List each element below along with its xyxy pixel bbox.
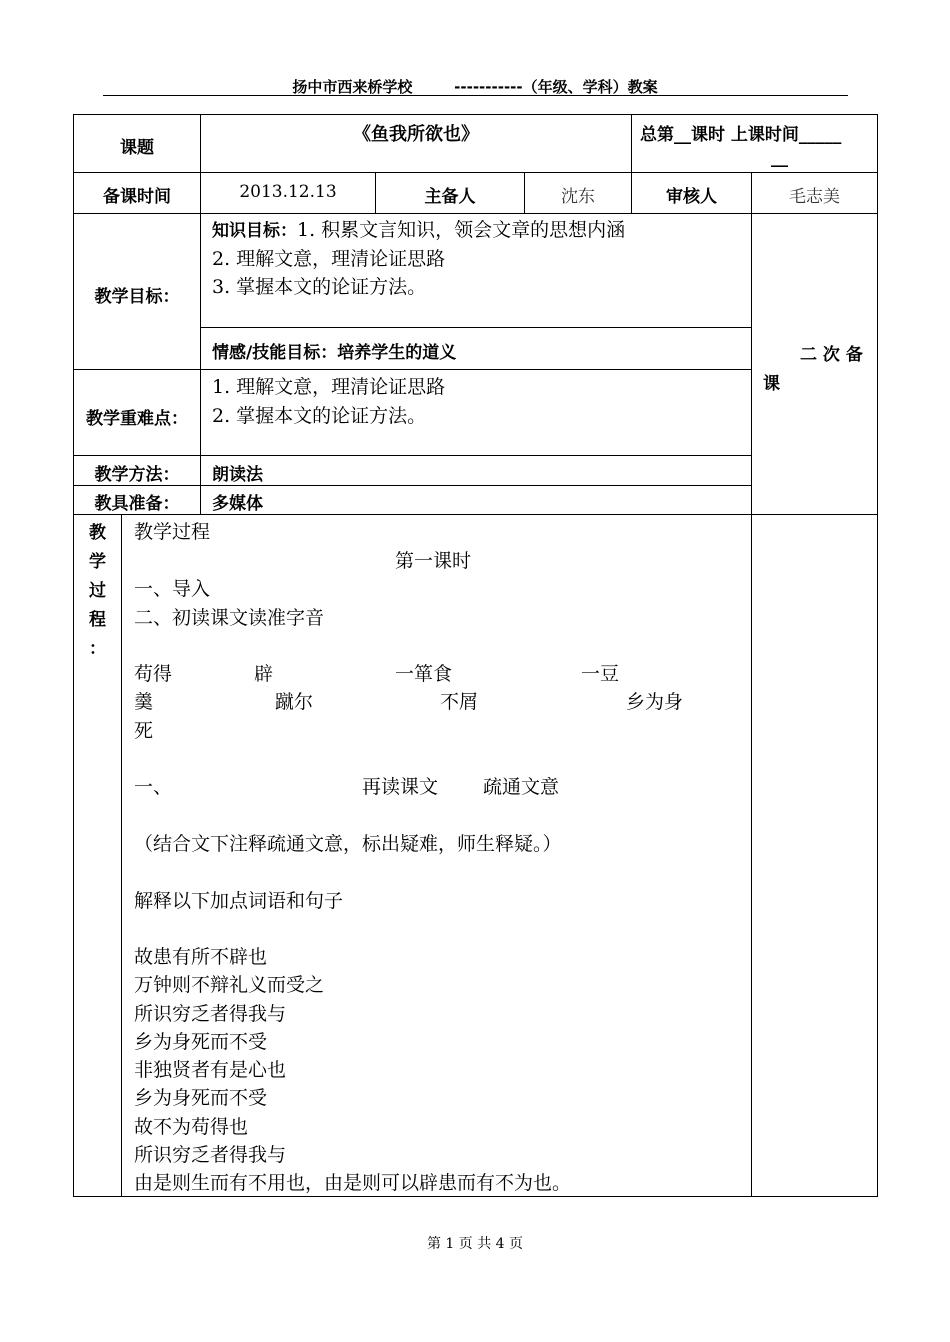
process-label-char: 教 [89,523,106,543]
sentence-list [134,943,571,1198]
process-label-char: 学 [89,552,106,572]
total-lessons: 总第__课时 上课时间_____ [640,125,842,145]
vocab-word: 死 [134,720,154,742]
reviewer-label: 审核人 [666,187,717,207]
sentence-item: 所识穷乏者得我与 [134,1144,287,1167]
sentence-item: 乡为身死而不受 [134,1087,268,1110]
step-reread-b: 疏通文意 [483,776,560,798]
process-label-char: ： [89,639,106,659]
method-value: 朗读法 [212,465,263,485]
goals-label: 教学目标： [94,287,180,307]
sentence-item: 故不为苟得也 [134,1115,249,1138]
header-rule [103,95,848,96]
tools-label: 教具准备： [94,494,180,514]
vocab-word: 乡为身 [626,691,684,713]
vocab-word: 苟得 [134,663,173,685]
knowledge-goal-1 [212,215,625,242]
second-prep-label-2: 课 [763,374,780,394]
sentence-item: 由是则生而有不用也，由是则可以辟患而有不为也。 [134,1172,572,1195]
lesson-title: 第一课时 [395,550,472,572]
topic-label: 课题 [120,138,154,158]
knowledge-goal-1-text: 1. 积累文言知识，领会文章的思想内涵 [297,219,626,241]
process-title: 教学过程 [134,521,211,543]
sentence-item: 故患有所不辟也 [134,946,268,968]
main-preparer-value: 沈东 [561,187,595,207]
step-reread-a: 再读课文 [362,776,439,798]
process-label-char: 程 [89,610,106,630]
method-label: 教学方法： [94,465,180,485]
vocab-word: 羹 [134,691,154,713]
main-preparer-label: 主备人 [424,187,476,207]
tools-value: 多媒体 [212,494,263,514]
key-point-2: 2. 掌握本文的论证方法。 [212,405,427,427]
total-lessons-cont: __ [771,148,788,168]
prep-time-value: 2013.12.13 [239,182,337,202]
topic-value: 《鱼我所欲也》 [353,124,479,145]
knowledge-goal-label: 知识目标： [212,221,297,241]
vocab-word: 不屑 [440,691,479,713]
subject-line: -----------（年级、学科）教案 [454,78,658,96]
second-prep-label-1: 二 次 备 [800,345,863,365]
vocab-word: 蹴尔 [275,691,314,713]
vocab-word: 辟 [254,663,274,685]
prep-time-label: 备课时间 [103,187,171,207]
page-footer: 第 1 页 共 4 页 [426,1236,524,1252]
reviewer-value: 毛志美 [789,187,840,207]
explain-heading: 解释以下加点词语和句子 [134,890,344,912]
step-first-read: 二、初读课文读准字音 [134,607,325,629]
step-intro: 一、导入 [134,578,211,600]
school-name: 扬中市西来桥学校 [292,78,413,96]
sentence-item: 乡为身死而不受 [134,1030,268,1053]
sentence-item: 所识穷乏者得我与 [134,1002,287,1025]
process-label-char: 过 [89,581,106,601]
reread-note: （结合文下注释疏通文意，标出疑难，师生释疑。） [134,833,562,855]
sentence-item: 万钟则不辩礼义而受之 [134,974,325,997]
process-label [74,519,121,664]
vocab-word: 一箪食 [395,663,453,685]
page-header [0,76,950,97]
knowledge-goal-2: 2. 理解文意，理清论证思路 [212,248,446,270]
vocab-word: 一豆 [581,663,620,685]
key-point-1: 1. 理解文意，理清论证思路 [212,376,446,398]
key-points-label: 教学重难点： [86,409,188,429]
step-reread-num: 一、 [134,776,173,798]
knowledge-goal-3: 3. 掌握本文的论证方法。 [212,276,427,298]
emotion-goal: 情感/技能目标：培养学生的道义 [212,343,457,363]
sentence-item: 非独贤者有是心也 [134,1059,287,1082]
